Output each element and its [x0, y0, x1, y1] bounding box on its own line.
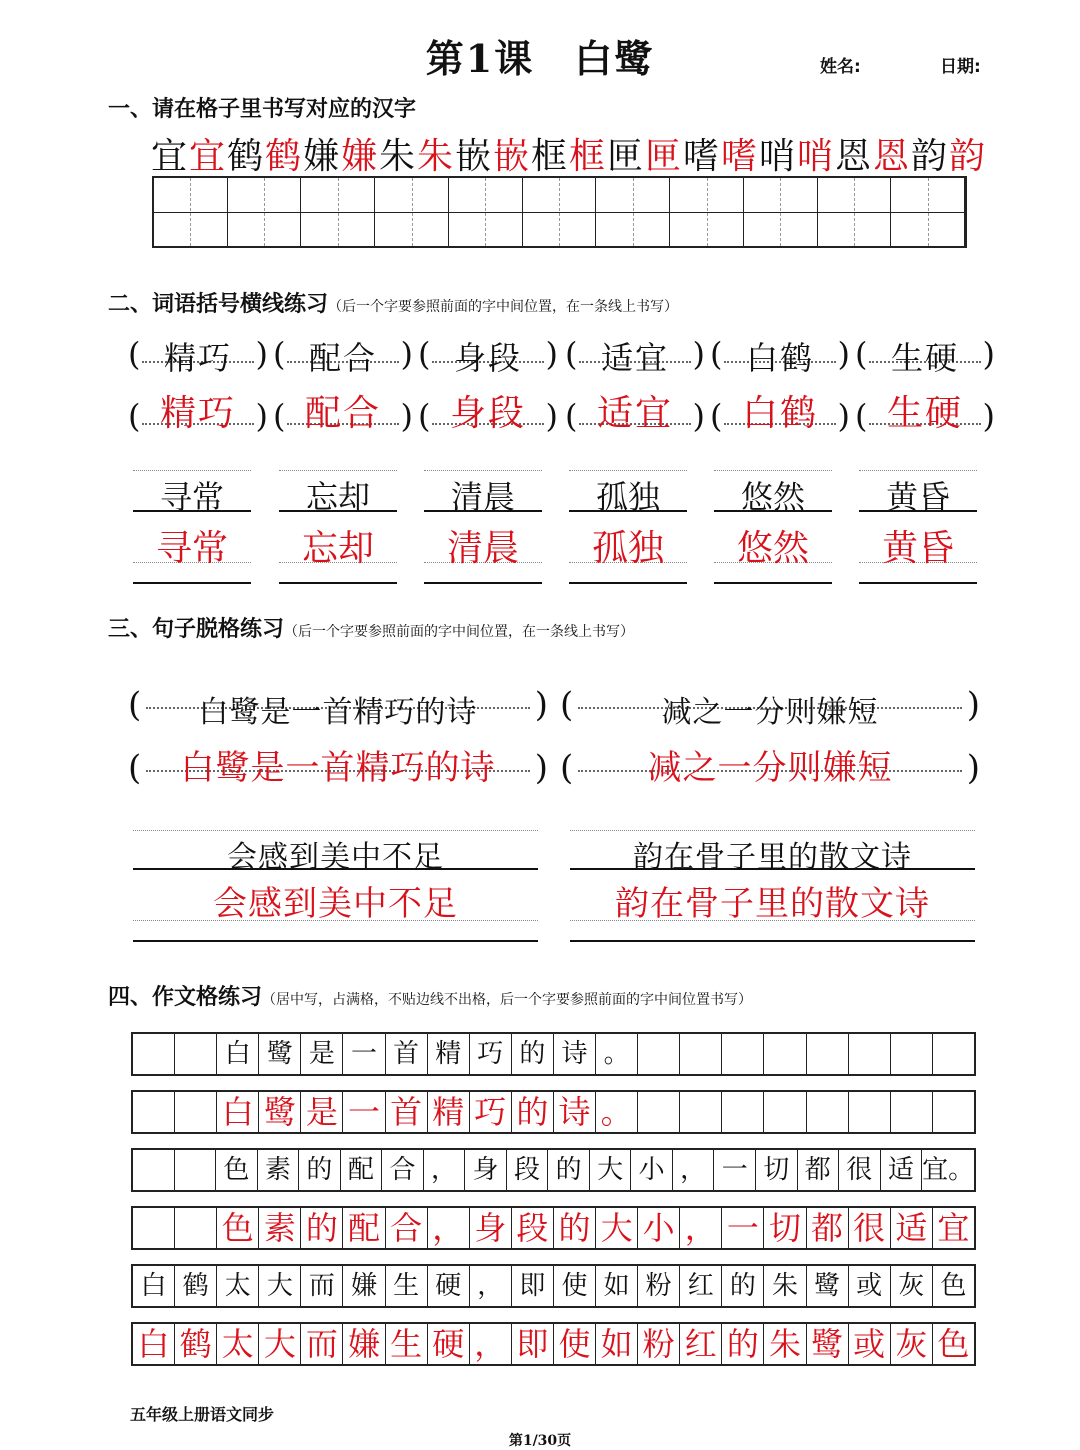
printed-sentence: 韵在骨子里的散文诗 [633, 840, 912, 875]
composition-cell: 生 [386, 1266, 428, 1306]
composition-cell: 素 [259, 1208, 301, 1248]
paren-word-group [273, 335, 418, 445]
composition-cell: 大 [590, 1150, 632, 1190]
composition-cell: 嫌 [343, 1266, 385, 1306]
composition-cell: 一 [722, 1208, 764, 1248]
book-label: 五年级上册语文同步 [130, 1405, 275, 1424]
printed-word: 清晨 [450, 478, 515, 516]
composition-cell: ， [424, 1150, 466, 1190]
handwritten-word: 生硬 [886, 393, 963, 434]
composition-cell: 很 [839, 1150, 881, 1190]
baseline [279, 582, 397, 584]
paren-line-printed [418, 335, 558, 377]
baseline [714, 582, 832, 584]
composition-cell: 一 [343, 1034, 385, 1074]
writing-grid [152, 176, 967, 248]
composition-row-handwritten [131, 1206, 976, 1250]
composition-cell: 是 [301, 1092, 343, 1132]
composition-cell: 嫌 [343, 1324, 385, 1364]
composition-cell [175, 1034, 217, 1074]
section3-note: （后一个字要参照前面的字中间位置，在一条线上书写） [284, 624, 635, 640]
composition-row-printed [131, 1264, 976, 1308]
composition-cell: ， [428, 1208, 470, 1248]
paren-word-group [128, 335, 273, 445]
composition-cell: 白 [133, 1324, 175, 1364]
composition-cell: 首 [386, 1034, 428, 1074]
right-paren: ) [966, 748, 980, 788]
composition-cell: 精 [428, 1092, 470, 1132]
right-paren: ) [534, 748, 548, 788]
composition-row-handwritten [131, 1322, 976, 1366]
composition-cell: 的 [512, 1092, 554, 1132]
handwritten-sentence: 会感到美中不足 [213, 884, 458, 924]
printed-char: 匣 [606, 136, 643, 177]
left-paren: ( [128, 397, 141, 435]
handwritten-word: 孤独 [591, 528, 664, 569]
composition-cell: 是 [301, 1034, 343, 1074]
composition-cell [175, 1150, 217, 1190]
printed-char: 嫌 [302, 136, 339, 177]
composition-cell: 使 [554, 1324, 596, 1364]
composition-cell: 精 [428, 1034, 470, 1074]
composition-cell: 白 [217, 1092, 259, 1132]
composition-cell: 鹭 [807, 1324, 849, 1364]
printed-word: 忘却 [305, 478, 370, 516]
right-paren: ) [534, 685, 548, 725]
handwritten-char: 宜 [188, 136, 225, 177]
composition-cell: 段 [512, 1208, 554, 1248]
paren-line-handwritten [565, 393, 705, 439]
composition-cell: ， [680, 1208, 722, 1248]
composition-cell: 宜 [937, 1209, 970, 1247]
composition-cell: 太 [217, 1324, 259, 1364]
composition-cell: ， [470, 1266, 512, 1306]
composition-cell: 的 [722, 1324, 764, 1364]
left-paren: ( [565, 397, 578, 435]
printed-char: 恩 [834, 136, 871, 177]
composition-cell: 一 [343, 1092, 385, 1132]
handwritten-sentence: 白鹭是一首精巧的诗 [180, 748, 496, 788]
composition-cell: 身 [465, 1150, 507, 1190]
composition-cell [807, 1092, 849, 1132]
paren-line-printed [128, 335, 268, 377]
composition-cell: 的 [548, 1150, 590, 1190]
handwritten-word: 清晨 [446, 528, 519, 569]
dotted-guide [714, 470, 832, 471]
printed-char: 朱 [378, 136, 415, 177]
composition-cell: 的 [512, 1034, 554, 1074]
printed-word: 孤独 [595, 478, 660, 516]
dotted-guide [859, 470, 977, 471]
page-number: 第1/30页 [508, 1433, 572, 1449]
composition-cell: 的 [722, 1266, 764, 1306]
character-row [150, 128, 990, 179]
printed-word: 生硬 [890, 339, 959, 377]
composition-cell [849, 1034, 891, 1074]
right-paren: ) [255, 335, 268, 373]
printed-sentence: 白鹭是一首精巧的诗 [198, 695, 478, 730]
composition-cell: 的 [554, 1208, 596, 1248]
composition-cell: 灰 [891, 1324, 933, 1364]
printed-char: 韵 [910, 136, 947, 177]
composition-cell: 巧 [470, 1034, 512, 1074]
left-paren: ( [855, 397, 868, 435]
composition-cell: 巧 [470, 1092, 512, 1132]
printed-char: 嵌 [454, 136, 491, 177]
right-paren: ) [966, 685, 980, 725]
composition-cell [638, 1092, 680, 1132]
right-paren: ) [982, 397, 995, 435]
handwritten-char: 鹤 [264, 136, 301, 177]
dotted-guide [570, 830, 975, 831]
printed-char: 嗜 [682, 136, 719, 177]
baseline [569, 582, 687, 584]
dotted-guide [133, 830, 538, 831]
right-paren: ) [837, 397, 850, 435]
composition-cell: 。 [596, 1034, 638, 1074]
composition-cell: 或 [849, 1266, 891, 1306]
composition-cell [807, 1034, 849, 1074]
handwritten-word: 寻常 [155, 528, 228, 569]
composition-cell: 白 [217, 1034, 259, 1074]
sentence-paren-handwritten [560, 748, 980, 796]
handwritten-word: 身段 [449, 393, 526, 434]
handwritten-char: 朱 [416, 136, 453, 177]
composition-cell [849, 1092, 891, 1132]
handwritten-char: 框 [568, 136, 605, 177]
baseline [133, 582, 251, 584]
printed-char: 哨 [758, 136, 795, 177]
composition-cell: 大 [596, 1208, 638, 1248]
composition-cell: 色 [940, 1271, 967, 1301]
composition-cell: 如 [596, 1266, 638, 1306]
composition-cell: 诗 [554, 1092, 596, 1132]
composition-cell [722, 1034, 764, 1074]
dotted-guide [424, 470, 542, 471]
sentence-line-group [133, 830, 538, 945]
handwritten-char: 恩 [872, 136, 909, 177]
right-paren: ) [400, 335, 413, 373]
paren-line-handwritten [855, 393, 995, 439]
section4-heading [108, 980, 752, 1011]
date-label: 日期: [940, 57, 981, 77]
composition-cell: 配 [343, 1208, 385, 1248]
composition-cell: 素 [258, 1150, 300, 1190]
section4-title: 四、作文格练习 [108, 985, 263, 1010]
line-word-group [133, 470, 251, 580]
left-paren: ( [128, 335, 141, 373]
composition-cell: 太 [217, 1266, 259, 1306]
paren-line-printed [565, 335, 705, 377]
dotted-guide [569, 470, 687, 471]
dotted-guide [279, 470, 397, 471]
section2-title: 二、词语括号横线练习 [108, 292, 329, 317]
composition-cell: 生 [386, 1324, 428, 1364]
handwritten-char: 韵 [948, 136, 985, 177]
dotted-guide [133, 470, 251, 471]
composition-cell: 小 [638, 1208, 680, 1248]
composition-cell: 使 [554, 1266, 596, 1306]
composition-cell: 而 [301, 1266, 343, 1306]
handwritten-char: 嵌 [492, 136, 529, 177]
composition-cell: 色 [217, 1208, 259, 1248]
composition-cell [680, 1092, 722, 1132]
left-paren: ( [710, 335, 723, 373]
composition-cell: 鹤 [175, 1324, 217, 1364]
composition-cell: 宜。 [922, 1155, 975, 1185]
composition-cell [680, 1034, 722, 1074]
printed-word: 精巧 [163, 339, 232, 377]
composition-cell: 合 [382, 1150, 424, 1190]
composition-cell [133, 1150, 175, 1190]
composition-cell: 大 [259, 1266, 301, 1306]
printed-word: 适宜 [600, 339, 669, 377]
paren-line-printed [855, 335, 995, 377]
handwritten-char: 哨 [796, 136, 833, 177]
printed-word: 身段 [453, 339, 522, 377]
composition-cell: 都 [798, 1150, 840, 1190]
handwritten-sentence: 韵在骨子里的散文诗 [615, 884, 930, 924]
paren-line-printed [273, 335, 413, 377]
composition-cell: 硬 [428, 1324, 470, 1364]
composition-cell [175, 1092, 217, 1132]
line-word-group [424, 470, 542, 580]
paren-line-handwritten [418, 393, 558, 439]
sentence-paren-printed [128, 685, 548, 733]
left-paren: ( [560, 748, 574, 788]
composition-cell [175, 1208, 217, 1248]
paren-line-handwritten [710, 393, 850, 439]
sentence-line-group [570, 830, 975, 945]
composition-cell: 一 [714, 1150, 756, 1190]
composition-cell: 适 [891, 1208, 933, 1248]
line-word-group [279, 470, 397, 580]
printed-char: 宜 [150, 136, 187, 177]
composition-cell [764, 1034, 806, 1074]
section3-heading [108, 612, 634, 643]
left-paren: ( [565, 335, 578, 373]
composition-cell: 身 [470, 1208, 512, 1248]
composition-cell: 诗 [554, 1034, 596, 1074]
page-title: 第1课 白鹭 [425, 36, 655, 81]
composition-cell [133, 1092, 175, 1132]
printed-sentence: 减之一分则嫌短 [661, 695, 879, 730]
composition-cell [891, 1034, 933, 1074]
left-paren: ( [418, 335, 431, 373]
line-word-group [859, 470, 977, 580]
composition-cell: 粉 [638, 1266, 680, 1306]
section1-heading: 一、请在格子里书写对应的汉字 [108, 97, 417, 122]
composition-cell: 很 [849, 1208, 891, 1248]
paren-word-group [418, 335, 563, 445]
composition-cell: 都 [807, 1208, 849, 1248]
handwritten-word: 黄昏 [881, 528, 954, 569]
left-paren: ( [855, 335, 868, 373]
composition-cell: 鹭 [807, 1266, 849, 1306]
printed-word: 寻常 [159, 478, 224, 516]
composition-cell [638, 1034, 680, 1074]
handwritten-word: 精巧 [159, 393, 236, 434]
composition-cell: 鹭 [259, 1034, 301, 1074]
paren-word-group [855, 335, 1000, 445]
composition-cell [722, 1092, 764, 1132]
handwritten-word: 忘却 [301, 528, 374, 569]
composition-cell: 灰 [891, 1266, 933, 1306]
paren-word-group [565, 335, 710, 445]
composition-row-printed [131, 1032, 976, 1076]
composition-cell: 小 [631, 1150, 673, 1190]
section3-title: 三、句子脱格练习 [108, 617, 285, 642]
section2-note: （后一个字要参照前面的字中间位置，在一条线上书写） [328, 299, 679, 315]
printed-word: 白鹤 [745, 339, 814, 377]
composition-cell [133, 1208, 175, 1248]
left-paren: ( [273, 335, 286, 373]
composition-cell [933, 1034, 974, 1074]
right-paren: ) [982, 335, 995, 373]
composition-cell: 而 [301, 1324, 343, 1364]
left-paren: ( [273, 397, 286, 435]
printed-word: 配合 [308, 339, 377, 377]
right-paren: ) [545, 397, 558, 435]
baseline [424, 582, 542, 584]
composition-cell: 切 [756, 1150, 798, 1190]
composition-cell: 白 [133, 1266, 175, 1306]
left-paren: ( [560, 685, 574, 725]
printed-char: 鹤 [226, 136, 263, 177]
composition-cell: ， [673, 1150, 715, 1190]
printed-word: 悠然 [740, 478, 805, 516]
composition-cell [933, 1092, 974, 1132]
sentence-paren-handwritten [128, 748, 548, 796]
composition-cell: 。 [596, 1092, 638, 1132]
right-paren: ) [692, 397, 705, 435]
baseline [133, 940, 538, 942]
composition-cell: 的 [299, 1150, 341, 1190]
composition-row-printed [131, 1148, 976, 1192]
grid-row-divider [154, 212, 965, 213]
composition-cell: 朱 [764, 1266, 806, 1306]
paren-line-handwritten [128, 393, 268, 439]
composition-row-handwritten [131, 1090, 976, 1134]
right-paren: ) [692, 335, 705, 373]
right-paren: ) [400, 397, 413, 435]
composition-cell: 红 [680, 1266, 722, 1306]
line-word-group [569, 470, 687, 580]
composition-cell: ， [470, 1324, 512, 1364]
paren-line-handwritten [273, 393, 413, 439]
composition-cell: 适 [881, 1150, 923, 1190]
composition-cell: 粉 [638, 1324, 680, 1364]
composition-cell: 或 [849, 1324, 891, 1364]
right-paren: ) [255, 397, 268, 435]
composition-cell: 即 [512, 1266, 554, 1306]
composition-cell: 配 [341, 1150, 383, 1190]
line-word-group [714, 470, 832, 580]
composition-cell: 即 [512, 1324, 554, 1364]
composition-cell: 合 [386, 1208, 428, 1248]
printed-sentence: 会感到美中不足 [227, 840, 444, 875]
handwritten-char: 嫌 [340, 136, 377, 177]
paren-line-printed [710, 335, 850, 377]
name-label: 姓名: [820, 57, 861, 77]
handwritten-word: 悠然 [736, 528, 809, 569]
section2-heading [108, 287, 678, 318]
composition-cell: 的 [301, 1208, 343, 1248]
composition-cell [133, 1034, 175, 1074]
paren-word-group [710, 335, 855, 445]
composition-cell: 切 [764, 1208, 806, 1248]
baseline [859, 582, 977, 584]
composition-cell: 红 [680, 1324, 722, 1364]
handwritten-word: 白鹤 [741, 393, 818, 434]
left-paren: ( [128, 748, 142, 788]
composition-cell [891, 1092, 933, 1132]
composition-cell [764, 1092, 806, 1132]
composition-cell: 硬 [428, 1266, 470, 1306]
handwritten-sentence: 减之一分则嫌短 [647, 748, 893, 788]
handwritten-word: 适宜 [596, 393, 673, 434]
composition-cell: 朱 [764, 1324, 806, 1364]
handwritten-char: 匣 [644, 136, 681, 177]
right-paren: ) [837, 335, 850, 373]
left-paren: ( [128, 685, 142, 725]
baseline [570, 940, 975, 942]
composition-cell: 色 [937, 1325, 970, 1363]
composition-cell: 色 [216, 1150, 258, 1190]
left-paren: ( [418, 397, 431, 435]
composition-cell: 段 [507, 1150, 549, 1190]
composition-cell: 大 [259, 1324, 301, 1364]
sentence-paren-printed [560, 685, 980, 733]
left-paren: ( [710, 397, 723, 435]
composition-cell: 鹤 [175, 1266, 217, 1306]
handwritten-char: 嗜 [720, 136, 757, 177]
handwritten-word: 配合 [304, 393, 381, 434]
printed-char: 框 [530, 136, 567, 177]
composition-cell: 如 [596, 1324, 638, 1364]
printed-word: 黄昏 [885, 478, 950, 516]
composition-cell: 鹭 [259, 1092, 301, 1132]
section4-note: （居中写，占满格，不贴边线不出格，后一个字要参照前面的字中间位置书写） [262, 992, 753, 1008]
right-paren: ) [545, 335, 558, 373]
composition-cell: 首 [386, 1092, 428, 1132]
